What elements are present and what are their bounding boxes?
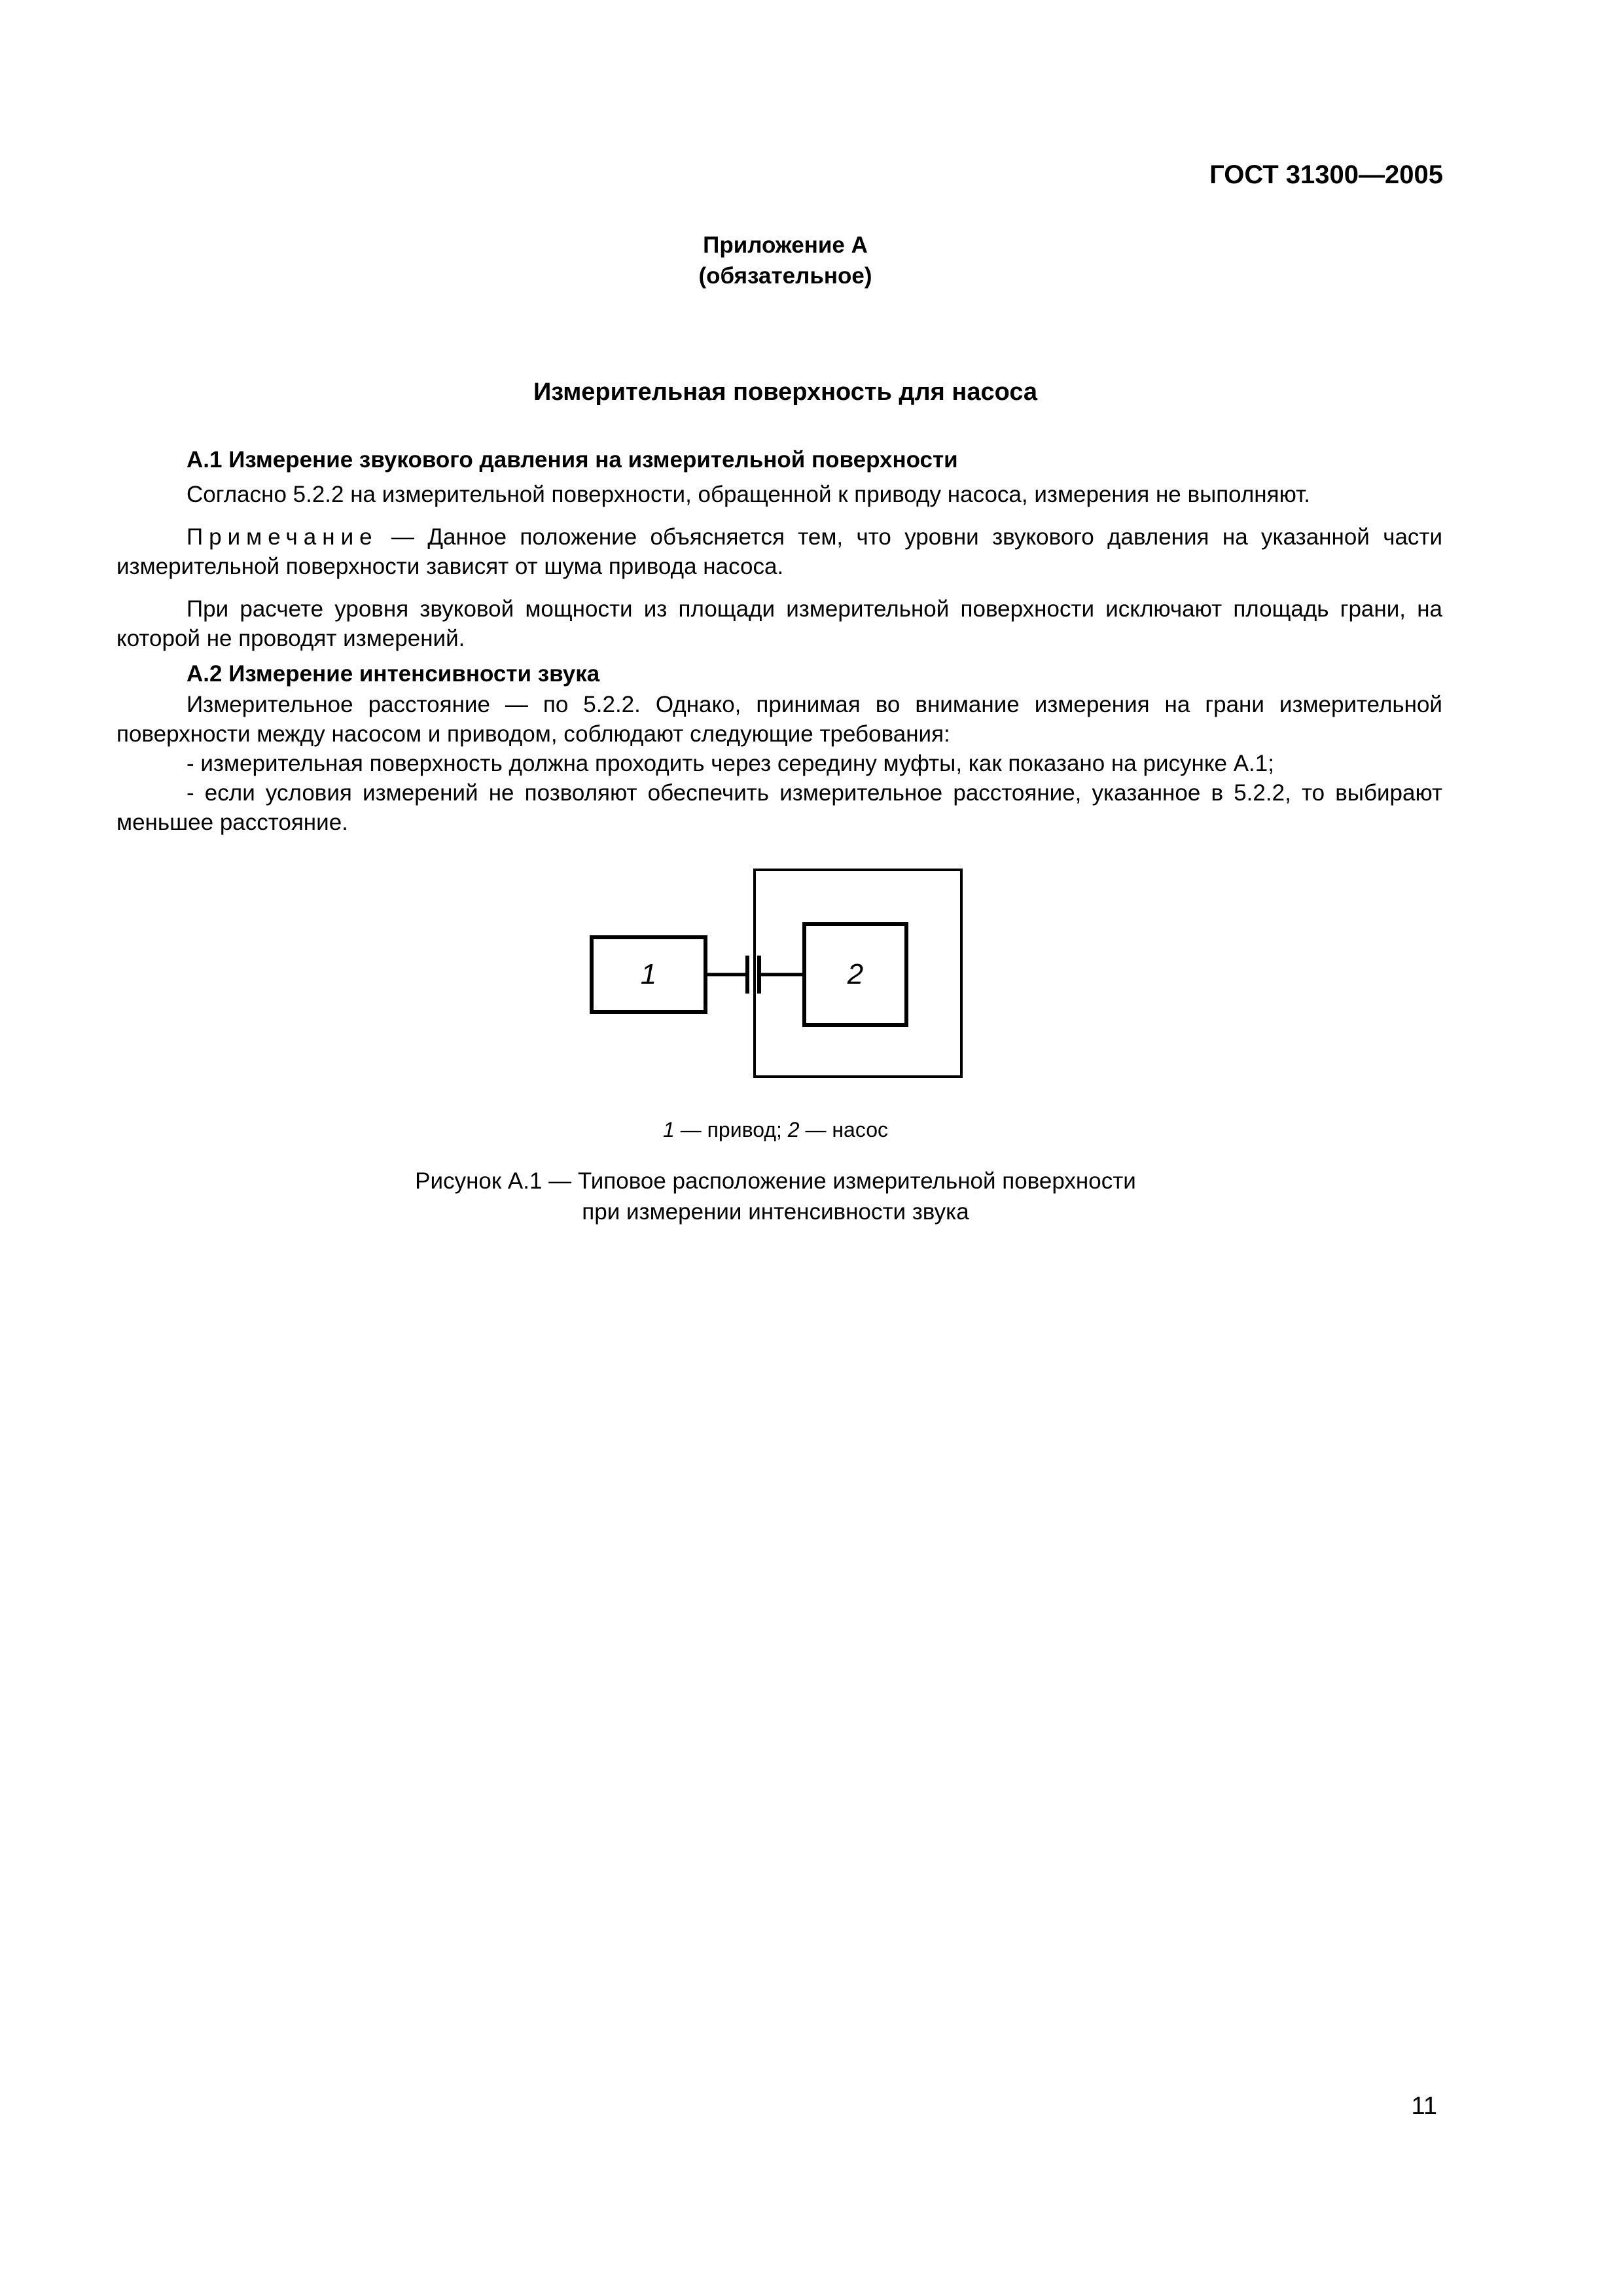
appendix-status: (обязательное) [698,263,872,289]
section-a1-paragraph-2: При расчете уровня звуковой мощности из площади измерительной поверхности исключают площадь грани, на которой не проводят измерений. [116,596,1442,651]
page-title: Измерительная поверхность для насоса [533,378,1038,406]
section-a1 [116,445,1442,653]
drive-label: 1 [640,958,657,990]
section-a1-paragraph: Согласно 5.2.2 на измерительной поверхности, обращенной к приводу насоса, измерения не выполняют. [187,482,1310,507]
legend-number-1: 1 [663,1118,675,1141]
requirement-item-1: - измерительная поверхность должна проходить через середину муфты, как показано на рисунке А.1; [187,751,1274,776]
section-a1-heading: А.1 Измерение звукового давления на измерительной поверхности [187,447,958,473]
page-number: 11 [1411,2092,1437,2120]
section-a2 [116,659,1442,837]
note-label: Примечание [187,524,378,550]
legend-text-2: — насос [799,1118,888,1141]
section-a2-paragraph: Измерительное расстояние — по 5.2.2. Однако, принимая во внимание измерения на грани измерительной поверхности между насосом и приводом, соблюдают следующие требования: [116,692,1442,747]
document-number: ГОСТ 31300—2005 [1209,160,1443,189]
figure-caption-line-2: при измерении интенсивности звука [582,1199,969,1225]
requirement-item-2: - если условия измерений не позволяют обеспечить измерительное расстояние, указанное в 5.2.2, то выбирают меньшее расстояние. [116,780,1442,835]
figure-caption-line-1: Рисунок А.1 — Типовое расположение измерительной поверхности [415,1168,1136,1194]
section-a2-heading: А.2 Измерение интенсивности звука [187,661,600,687]
pump-label: 2 [847,958,864,990]
figure-legend [0,1118,1551,1142]
appendix-title: Приложение А [703,232,868,258]
legend-number-2: 2 [787,1118,800,1141]
note-paragraph [116,522,1442,581]
figure-a1-diagram [576,864,982,1100]
legend-text-1: — привод; [674,1118,788,1141]
note-text: — Данное положение объясняется тем, что уровни звукового давления на указанной части измерительной поверхности зависят от шума привода насоса. [116,524,1442,579]
